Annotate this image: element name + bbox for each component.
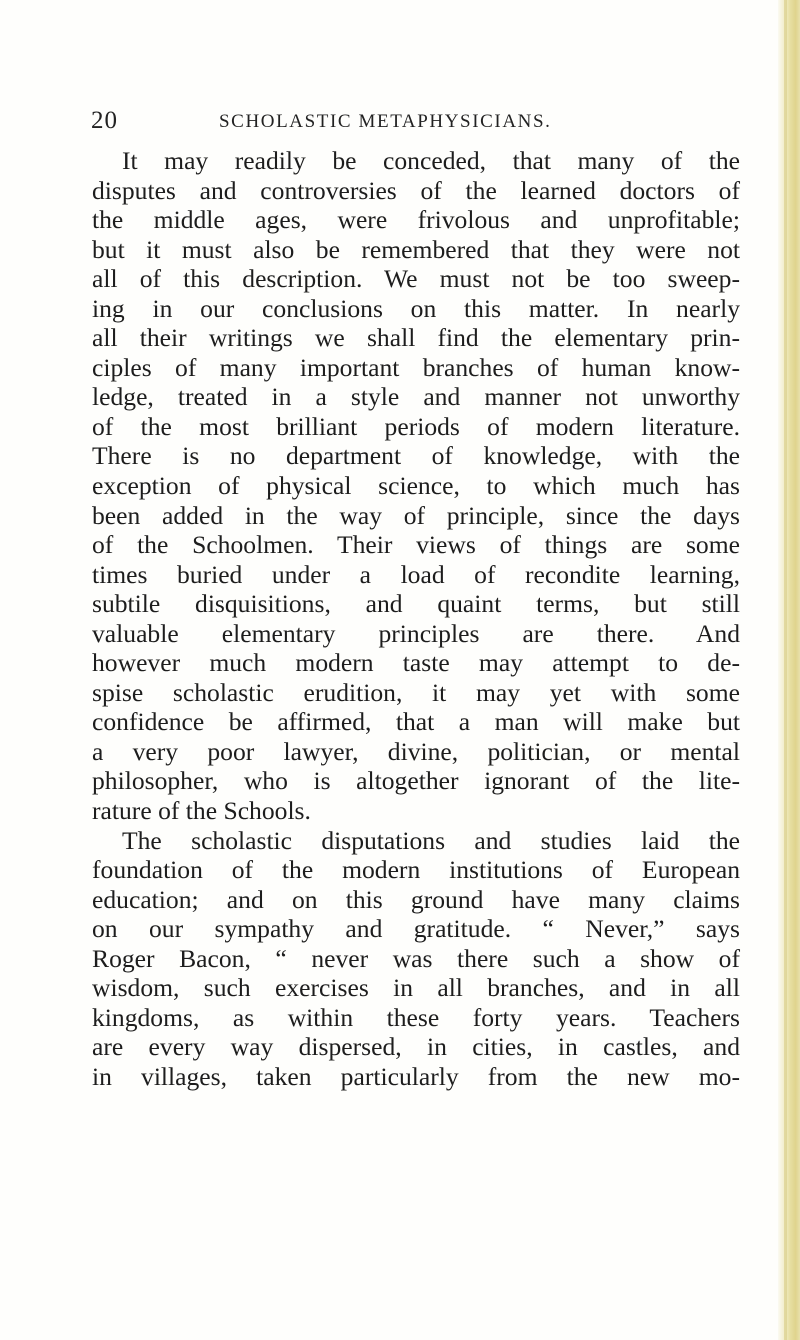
text-line: ing in our conclusions on this matter. In nearly (92, 293, 740, 323)
text-line: philosopher, who is altogether ignorant of the lite- (92, 766, 740, 796)
text-line: however much modern taste may attempt to de- (92, 648, 740, 678)
text-line: but it must also be remembered that they were not (92, 234, 740, 264)
text-line: disputes and controversies of the learned doctors of (92, 175, 740, 205)
text-line: been added in the way of principle, since the days (92, 500, 740, 530)
text-line: subtile disquisitions, and quaint terms, but still (92, 589, 740, 619)
running-head (91, 107, 731, 133)
body-text (92, 146, 740, 1092)
text-line: times buried under a load of recondite learning, (92, 559, 740, 589)
text-line: ledge, treated in a style and manner not unworthy (92, 382, 740, 412)
text-line: are every way dispersed, in cities, in castles, and (92, 1032, 740, 1062)
running-head-title: SCHOLASTIC METAPHYSICIANS. (219, 111, 552, 132)
page-edge-shadow (778, 0, 800, 1340)
text-line: the middle ages, were frivolous and unprofitable; (92, 205, 740, 235)
text-line: rature of the Schools. (92, 796, 311, 826)
text-line: all of this description. We must not be too sweep- (92, 264, 740, 294)
text-line: a very poor lawyer, divine, politician, or mental (92, 736, 740, 766)
text-line: education; and on this ground have many claims (92, 884, 740, 914)
text-line: valuable elementary principles are there. And (92, 618, 740, 648)
page-fold (784, 0, 787, 1340)
text-line: confidence be affirmed, that a man will make but (92, 707, 740, 737)
text-line: The scholastic disputations and studies laid the (122, 825, 740, 855)
text-line: kingdoms, as within these forty years. Teachers (92, 1002, 740, 1032)
text-line: spise scholastic erudition, it may yet with some (92, 677, 740, 707)
text-line: of the Schoolmen. Their views of things are some (92, 530, 740, 560)
text-line: ciples of many important branches of human know- (92, 352, 740, 382)
text-line: all their writings we shall find the elementary prin- (92, 323, 740, 353)
text-line: of the most brilliant periods of modern literature. (92, 411, 740, 441)
text-line: foundation of the modern institutions of European (92, 855, 740, 885)
text-line: There is no department of knowledge, with the (92, 441, 740, 471)
text-line: wisdom, such exercises in all branches, and in all (92, 973, 740, 1003)
text-line: on our sympathy and gratitude. “ Never,” says (92, 914, 740, 944)
page-number: 20 (91, 107, 118, 134)
text-line: in villages, taken particularly from the new mo- (92, 1061, 740, 1091)
text-line: exception of physical science, to which much has (92, 471, 740, 501)
text-line: Roger Bacon, “ never was there such a show of (92, 943, 740, 973)
text-line: It may readily be conceded, that many of the (122, 146, 740, 175)
